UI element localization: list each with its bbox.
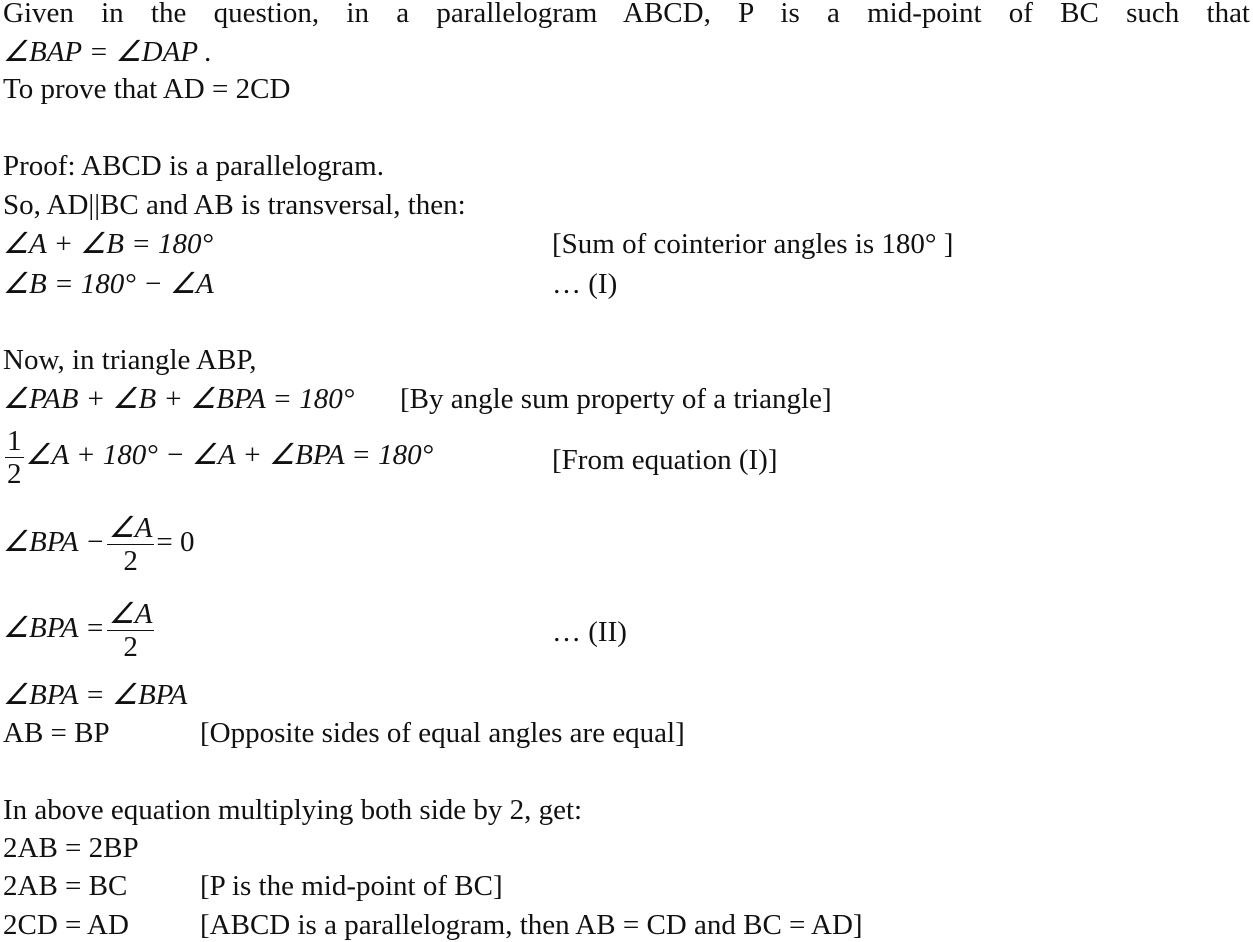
given-equation: ∠BAP = ∠DAP .: [3, 36, 213, 68]
equation-3-reason: [By angle sum property of a triangle]: [400, 383, 832, 415]
proof-line-2: So, AD||BC and AB is transversal, then:: [3, 189, 466, 221]
equation-1-reason: [Sum of cointerior angles is 180° ]: [552, 228, 954, 260]
equation-2-tag: … (I): [552, 268, 618, 300]
equation-3: ∠PAB + ∠B + ∠BPA = 180°: [3, 383, 355, 415]
equation-10: 2AB = BC: [3, 870, 128, 902]
proof-line-1: Proof: ABCD is a parallelogram.: [3, 150, 384, 182]
equation-10-reason: [P is the mid-point of BC]: [200, 870, 503, 902]
equation-11: 2CD = AD: [3, 909, 129, 941]
given-text: Given in the question, in a parallelogram ABCD, P is a mid-point of BC such that: [3, 0, 1250, 29]
equation-9: 2AB = 2BP: [3, 832, 139, 864]
equation-1: ∠A + ∠B = 180°: [3, 228, 214, 260]
equation-2: ∠B = 180° − ∠A: [3, 268, 214, 300]
equation-11-reason: [ABCD is a parallelogram, then AB = CD and BC = AD]: [200, 909, 863, 941]
equation-7: ∠BPA = ∠BPA: [3, 679, 188, 711]
fraction-a-over-2: $\frac{\angle A}{2}$: [108, 512, 153, 577]
equation-4-reason: [From equation (I)]: [552, 444, 778, 476]
equation-4: $\frac{1}{2}$ ∠A + 180° − ∠A + ∠BPA = 180°: [7, 425, 434, 490]
to-prove: To prove that AD = 2CD: [3, 73, 291, 105]
multiply-line: In above equation multiplying both side by 2, get:: [3, 794, 583, 826]
fraction-a-over-2: $\frac{\angle A}{2}$: [108, 598, 153, 663]
now-line: Now, in triangle ABP,: [3, 344, 257, 376]
equation-6-tag: … (II): [552, 616, 627, 648]
equation-6: ∠BPA = $\frac{\angle A}{2}$: [3, 598, 153, 663]
equation-8: AB = BP: [3, 717, 110, 749]
equation-5: ∠BPA − $\frac{\angle A}{2}$ = 0: [3, 512, 195, 577]
fraction-half: $\frac{1}{2}$: [7, 425, 22, 490]
equation-8-reason: [Opposite sides of equal angles are equal]: [200, 717, 685, 749]
